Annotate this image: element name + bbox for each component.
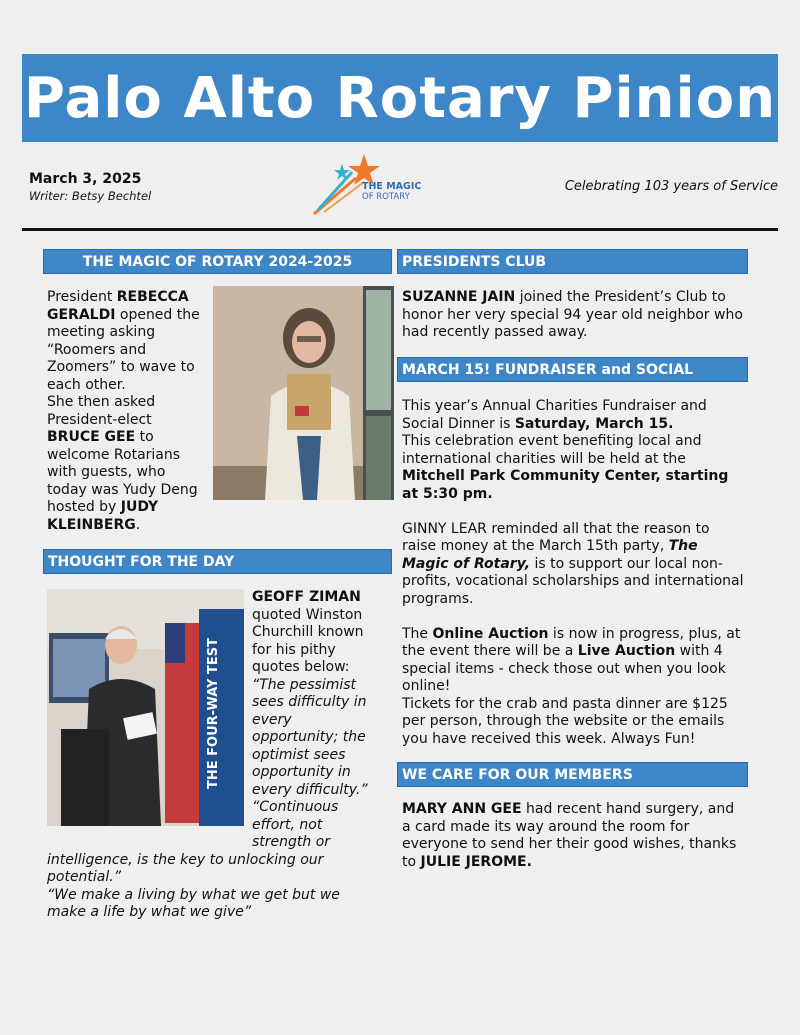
writer-credit: Writer: Betsy Bechtel (29, 189, 152, 203)
logo-text: THE MAGIC OF ROTARY (362, 181, 422, 202)
issue-date: March 3, 2025 (29, 171, 142, 187)
header-divider (22, 228, 778, 231)
magic-body: President REBECCA GERALDI opened the meeting asking “Roomers and Zoomers” to wave to each other. She then asked President-elect BRUCE GEE to welcome Rotarians with guests, who today was Yudy Deng hosted by JUDY KLEINBERG. (47, 289, 200, 533)
photo-president-rebecca (213, 286, 394, 500)
masthead (22, 54, 778, 142)
section-header-care: WE CARE FOR OUR MEMBERS (397, 762, 748, 787)
svg-text:THE FOUR-WAY TEST: THE FOUR-WAY TEST (206, 638, 221, 789)
section-header-fundraiser: MARCH 15! FUNDRAISER and SOCIAL (397, 357, 748, 382)
care-body: MARY ANN GEE had recent hand surgery, and a card made its way around the room for everyone to send her their good wishes, thanks to JULIE JEROME. (402, 801, 737, 870)
tagline: Celebrating 103 years of Service (564, 179, 778, 194)
fundraiser-body: This year’s Annual Charities Fundraiser and Social Dinner is Saturday, March 15. This celebration event benefiting local and international charities will be held at the Mitchell Park Community Center, starting at 5:30 pm. GINNY LEAR reminded all that the reason to raise money at the March 15th party, The Magic of Rotary, is to support our local non-profits, vocational scholarships and international programs. The Online Auction is now in progress, plus, at the event there will be a Live Auction with 4 special items - check those out when you look online! Tickets for the crab and pasta dinner are $125 per person, through the website or the emails you have received this week. Always Fun! (402, 398, 744, 747)
presidents-body: SUZANNE JAIN joined the President’s Club to honor her very special 94 year old neighbor who had recently passed away. (402, 289, 743, 340)
thought-body: GEOFF ZIMAN quoted Winston Churchill known for his pithy quotes below: “The pessimist sees difficulty in every opportunity; the optimist sees opportunity in every difficulty.” “Continuous effort, not strength or intelligence, is the key to unlocking our potential.” “We make a living by what we get but we make a life by what we give” (47, 589, 368, 920)
section-header-thought: THOUGHT FOR THE DAY (43, 549, 392, 574)
newsletter-title: Palo Alto Rotary Pinion (23, 65, 777, 131)
section-header-presidents: PRESIDENTS CLUB (397, 249, 748, 274)
section-header-magic: THE MAGIC OF ROTARY 2024-2025 (43, 249, 392, 274)
